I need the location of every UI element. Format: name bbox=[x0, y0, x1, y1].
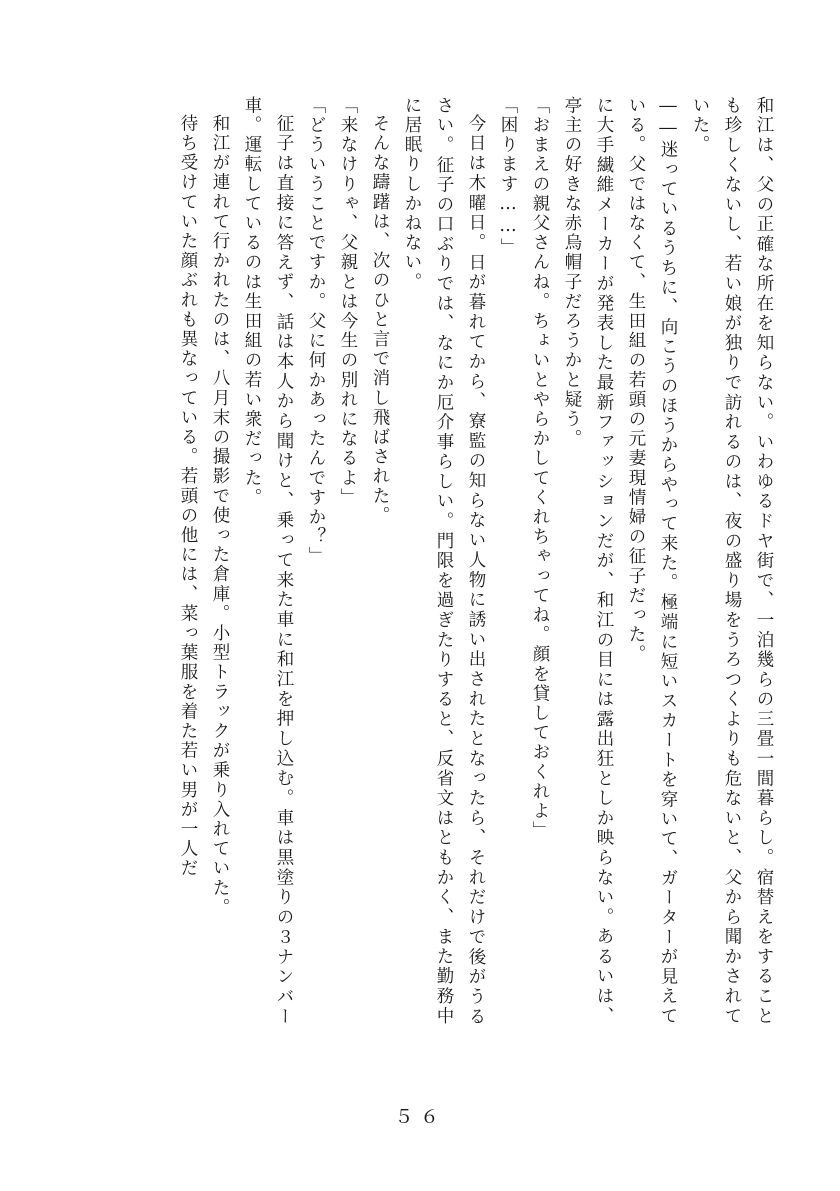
paragraph: 待ち受けていた顔ぶれも異なっている。若頭の他には、菜っ葉服を着た若い男が一人だ bbox=[178, 113, 198, 878]
paragraph: 「おまえの親父さんね。ちょいとやらかしてくれちゃってね。顔を貸しておくれよ」 bbox=[530, 96, 550, 841]
paragraph: 今日は木曜日。日が暮れてから、寮監の知らない人物に誘い出されたとなったら、それだけで後がうるさい。征子の口ぶりでは、なにか厄介事らしい。門限を過ぎたりすると、反省文はともかく、また勤務中に居眠りしかねない。 bbox=[402, 96, 486, 1026]
body-text bbox=[60, 96, 780, 1026]
paragraph: 和江が連れて行かれたのは、八月末の撮影で使った倉庫。小型トラックが乗り入れていた。 bbox=[210, 113, 230, 918]
paragraph: ――迷っているうちに、向こうのほうからやって来た。極端に短いスカートを穿いて、ガーターが見えている。父ではなくて、生田組の若頭の元妻現情婦の征子だった。 bbox=[626, 96, 678, 1026]
paragraph: 征子は直接に答えず、話は本人から聞けと、乗って来た車に和江を押し込む。車は黒塗りの３ナンバー車。運転しているのは生田組の若い衆だった。 bbox=[242, 96, 294, 1026]
paragraph: 和江は、父の正確な所在を知らない。いわゆるドヤ街で、一泊幾らの三畳一間暮らし。宿替えをすることも珍しくないし、若い娘が独りで訪れるのは、夜の盛り場をうろつくよりも危ないと、父から聞かされていた。 bbox=[690, 96, 774, 1026]
page-number: ５６ bbox=[394, 1106, 446, 1128]
paragraph: に大手繊維メーカーが発表した最新ファッションだが、和江の目には露出狂としか映らない。あるいは、亭主の好きな赤烏帽子だろうかと疑う。 bbox=[562, 96, 614, 1026]
paragraph: 「どういうことですか。父に何かあったんですか？」 bbox=[306, 96, 326, 567]
paragraph: 「来なけりゃ、父親とは今生の別れになるよ」 bbox=[338, 96, 358, 508]
paragraph: そんな躊躇は、次のひと言で消し飛ばされた。 bbox=[370, 113, 390, 526]
paragraph: 「困ります……」 bbox=[498, 96, 518, 258]
